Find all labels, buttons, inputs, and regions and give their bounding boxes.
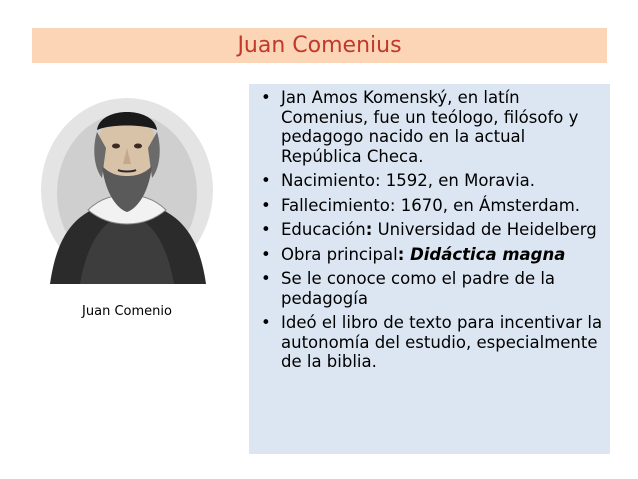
- slide-title: Juan Comenius: [237, 33, 402, 58]
- info-box: [249, 84, 610, 454]
- bullet-item: • Nacimiento: 1592, en Moravia.: [261, 171, 536, 190]
- work-title: Didáctica magna: [410, 244, 566, 264]
- portrait-image: [40, 78, 214, 284]
- bullet-item: • Educación: Universidad de Heidelberg: [261, 220, 597, 239]
- title-band: [32, 28, 607, 63]
- portrait-caption: Juan Comenio: [82, 304, 172, 319]
- bullet-item: • Jan Amos Komenský, en latín Comenius, fue un teólogo, filósofo y pedagogo nacido en la actual República Checa.: [261, 88, 579, 166]
- bullet-list: [253, 88, 605, 377]
- bullet-item: • Obra principal: Didáctica magna: [261, 244, 566, 264]
- bullet-item: • Ideó el libro de texto para incentivar la autonomía del estudio, especialmente de la biblia.: [261, 313, 603, 371]
- bullet-item: • Fallecimiento: 1670, en Ámsterdam.: [261, 195, 581, 215]
- bullet-item: • Se le conoce como el padre de la pedagogía: [261, 269, 556, 308]
